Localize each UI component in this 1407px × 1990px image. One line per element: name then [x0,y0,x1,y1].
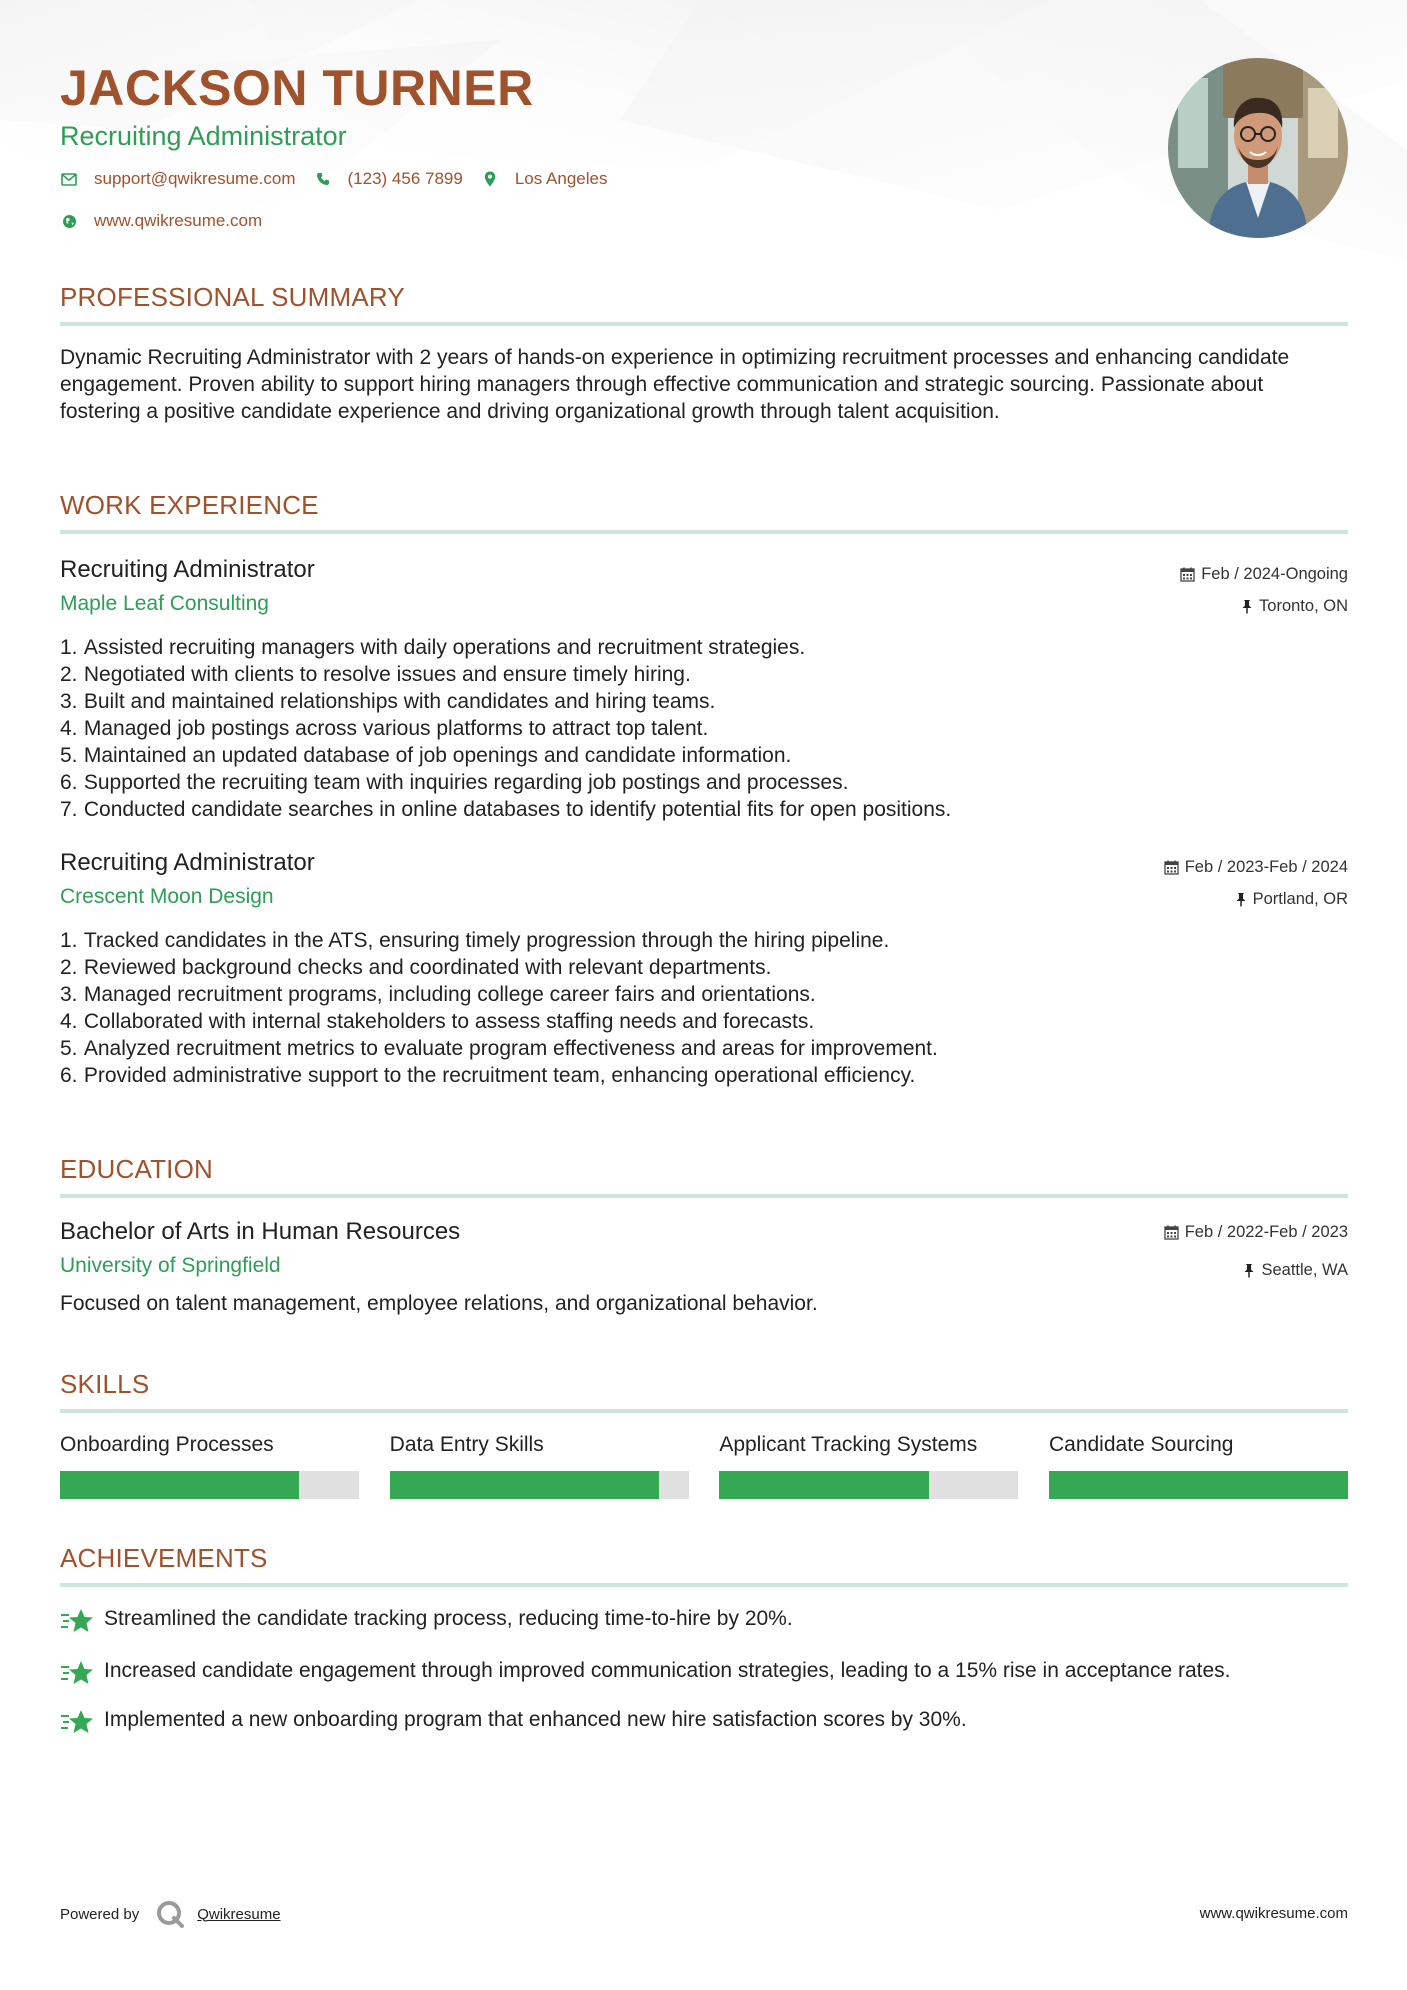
summary-text: Dynamic Recruiting Administrator with 2 years of hands-on experience in optimizing recruitment processes and enhancing candidate engagement. Proven ability to support hiring managers through effective communication and strategic sourcing. Passionate about fostering a positive candidate experience and driving organizational growth through talent acquisition. [60,346,1290,423]
footer-website[interactable]: www.qwikresume.com [1199,1905,1348,1922]
list-item: 3. Built and maintained relationships with candidates and hiring teams. [60,690,716,713]
job-duties [60,634,1348,823]
list-item: 6. Provided administrative support to the recruitment team, enhancing operational efficiency. [60,1064,916,1087]
star-icon [60,1605,104,1641]
job-meta [1180,554,1348,616]
job-company: Maple Leaf Consulting [60,592,269,615]
profile-photo [1168,58,1348,238]
skill-bar-fill [719,1471,928,1499]
education-section [60,1152,1348,1317]
skill-item [390,1431,689,1499]
experience-heading: WORK EXPERIENCE [60,490,319,520]
contact-row-primary [60,166,1160,192]
job-location: Toronto, ON [1259,596,1348,615]
list-item: 5. Maintained an updated database of job openings and candidate information. [60,744,792,767]
job-entry [60,847,1348,1089]
qwikresume-logo-icon [155,1899,185,1929]
contact-email[interactable]: support@qwikresume.com [94,169,296,188]
education-description: Focused on talent management, employee relations, and organizational behavior. [60,1292,818,1315]
summary-heading: PROFESSIONAL SUMMARY [60,282,405,312]
list-item: 3. Managed recruitment programs, including college career fairs and orientations. [60,983,816,1006]
job-dates: Feb / 2023-Feb / 2024 [1184,857,1348,876]
skill-bar [60,1471,359,1499]
contact-location: Los Angeles [514,169,608,188]
page-footer [60,1898,1348,1930]
job-meta [1164,847,1348,909]
experience-section [60,488,1348,1089]
contact-row-secondary [60,208,1160,234]
job-entry [60,554,1348,823]
skill-name: Applicant Tracking Systems [719,1433,978,1456]
pushpin-icon [1243,1263,1255,1278]
achievements-section [60,1541,1348,1742]
list-item: 4. Managed job postings across various platforms to attract top talent. [60,717,709,740]
job-title: Recruiting Administrator [60,556,315,583]
resume-header [60,58,1160,234]
summary-section [60,280,1348,425]
skill-name: Onboarding Processes [60,1433,274,1456]
section-divider [60,1583,1348,1587]
pushpin-icon [1235,892,1247,907]
section-divider [60,1409,1348,1413]
job-title: Recruiting Administrator [60,849,315,876]
school-name: University of Springfield [60,1254,281,1277]
powered-by-label: Powered by [60,1905,140,1923]
envelope-icon [60,170,78,188]
skills-heading: SKILLS [60,1369,150,1399]
calendar-icon [1164,1225,1179,1240]
job-company: Crescent Moon Design [60,885,274,908]
skill-bar [390,1471,689,1499]
degree-title: Bachelor of Arts in Human Resources [60,1218,461,1245]
job-dates: Feb / 2024-Ongoing [1201,564,1348,583]
qwikresume-link[interactable]: Qwikresume [197,1905,281,1923]
skill-item [60,1431,359,1499]
calendar-icon [1180,567,1195,582]
star-icon [60,1706,104,1742]
skill-item [1049,1431,1348,1499]
list-item: 1. Tracked candidates in the ATS, ensuring timely progression through the hiring pipeline. [60,929,890,952]
candidate-title: Recruiting Administrator [60,121,347,151]
skill-name: Data Entry Skills [389,1433,544,1456]
list-item: 1. Assisted recruiting managers with daily operations and recruitment strategies. [60,636,806,659]
section-divider [60,1194,1348,1198]
list-item: 2. Reviewed background checks and coordinated with relevant departments. [60,956,772,979]
skill-bar [1049,1471,1348,1499]
achievements-heading: ACHIEVEMENTS [60,1543,268,1573]
star-icon [60,1657,104,1693]
section-divider [60,530,1348,534]
globe-icon [60,212,78,230]
skill-bar-fill [390,1471,659,1499]
education-entry [60,1216,1348,1317]
list-item: 5. Analyzed recruitment metrics to evaluate program effectiveness and areas for improvement. [60,1037,938,1060]
education-dates: Feb / 2022-Feb / 2023 [1184,1222,1348,1241]
education-meta [1164,1216,1348,1280]
skills-list [60,1431,1348,1499]
candidate-name: JACKSON TURNER [60,60,534,116]
list-item: 6. Supported the recruiting team with inquiries regarding job postings and processes. [60,771,849,794]
contact-website[interactable]: www.qwikresume.com [94,211,263,230]
achievement-item: Streamlined the candidate tracking process, reducing time-to-hire by 20%. [60,1605,1348,1641]
achievement-item: Increased candidate engagement through improved communication strategies, leading to a 15% rise in acceptance rates. [60,1657,1348,1693]
phone-icon [314,170,332,188]
skill-name: Candidate Sourcing [1048,1433,1234,1456]
contact-phone[interactable]: (123) 456 7899 [347,169,463,188]
education-heading: EDUCATION [60,1154,213,1184]
skill-bar [719,1471,1018,1499]
skill-item [719,1431,1018,1499]
map-pin-icon [481,170,499,188]
section-divider [60,322,1348,326]
education-location: Seattle, WA [1261,1260,1348,1279]
skill-bar-fill [60,1471,299,1499]
skill-bar-fill [1049,1471,1348,1499]
calendar-icon [1164,860,1179,875]
skills-section [60,1367,1348,1499]
pushpin-icon [1241,599,1253,614]
job-location: Portland, OR [1252,889,1348,908]
achievement-item: Implemented a new onboarding program that enhanced new hire satisfaction scores by 30%. [60,1706,1348,1742]
list-item: 4. Collaborated with internal stakeholders to assess staffing needs and forecasts. [60,1010,815,1033]
job-duties [60,927,1348,1089]
list-item: 7. Conducted candidate searches in online databases to identify potential fits for open positions. [60,798,952,821]
list-item: 2. Negotiated with clients to resolve issues and ensure timely hiring. [60,663,691,686]
achievements-list [60,1605,1348,1742]
